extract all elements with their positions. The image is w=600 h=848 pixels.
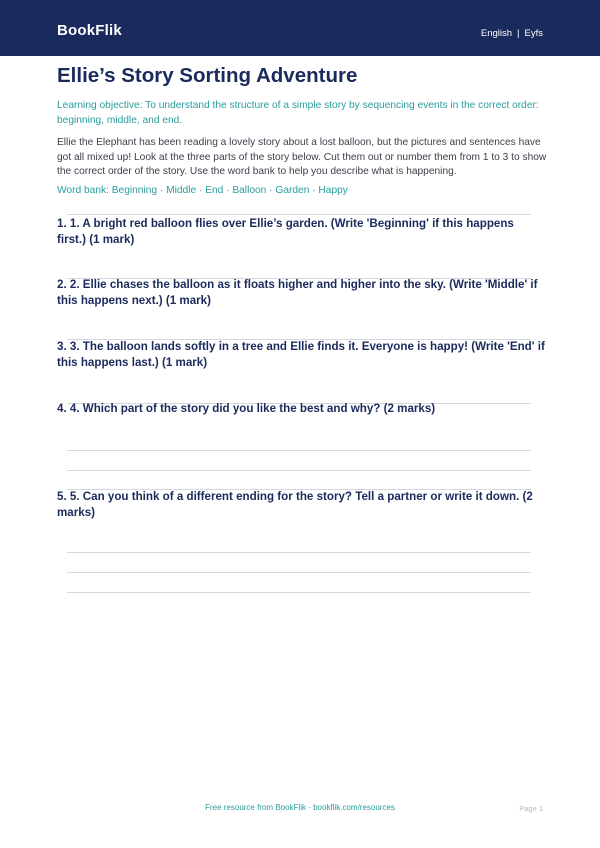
question-2: 2. 2. Ellie chases the balloon as it floats higher and higher into the sky. (Write 'Middle' if this happens next.) (1 mark): [57, 278, 538, 307]
header-separator: |: [517, 28, 520, 39]
learning-objective: Learning objective: To understand the structure of a simple story by sequencing events in the correct order: beginning, middle, and end.: [57, 100, 539, 126]
word-bank: Word bank: Beginning · Middle · End · Balloon · Garden · Happy: [57, 185, 348, 196]
answer-line[interactable]: [67, 470, 531, 471]
question-1: 1. 1. A bright red balloon flies over Ellie’s garden. (Write 'Beginning' if this happens first.) (1 mark): [57, 217, 514, 246]
page-number: Page 1: [519, 804, 543, 813]
header-meta: [481, 28, 543, 39]
answer-line[interactable]: [67, 592, 531, 593]
answer-line[interactable]: [67, 552, 531, 553]
question-rule: [67, 214, 531, 215]
answer-line[interactable]: [67, 572, 531, 573]
page-header: [0, 0, 600, 56]
question-3: 3. 3. The balloon lands softly in a tree and Ellie finds it. Everyone is happy! (Write 'End' if this happens last.) (1 mark): [57, 340, 545, 369]
language-label: English: [480, 28, 513, 39]
question-5: 5. 5. Can you think of a different ending for the story? Tell a partner or write it down. (2 marks): [57, 490, 533, 519]
intro-paragraph: Ellie the Elephant has been reading a lovely story about a lost balloon, but the pictures and sentences have got all mixed up! Look at the three parts of the story below. Cut them out or number them from 1 to 3 to show the correct order of the story. Use the word bank to help you describe what is happening.: [57, 137, 547, 177]
footer-resource-text: Free resource from BookFlik · bookflik.com/resources: [205, 803, 395, 812]
brand-logo-text: BookFlik: [57, 22, 122, 39]
worksheet-title: Ellie’s Story Sorting Adventure: [57, 64, 358, 87]
answer-line[interactable]: [67, 450, 531, 451]
question-4: 4. 4. Which part of the story did you like the best and why? (2 marks): [57, 402, 436, 415]
level-label: Eyfs: [524, 28, 543, 39]
